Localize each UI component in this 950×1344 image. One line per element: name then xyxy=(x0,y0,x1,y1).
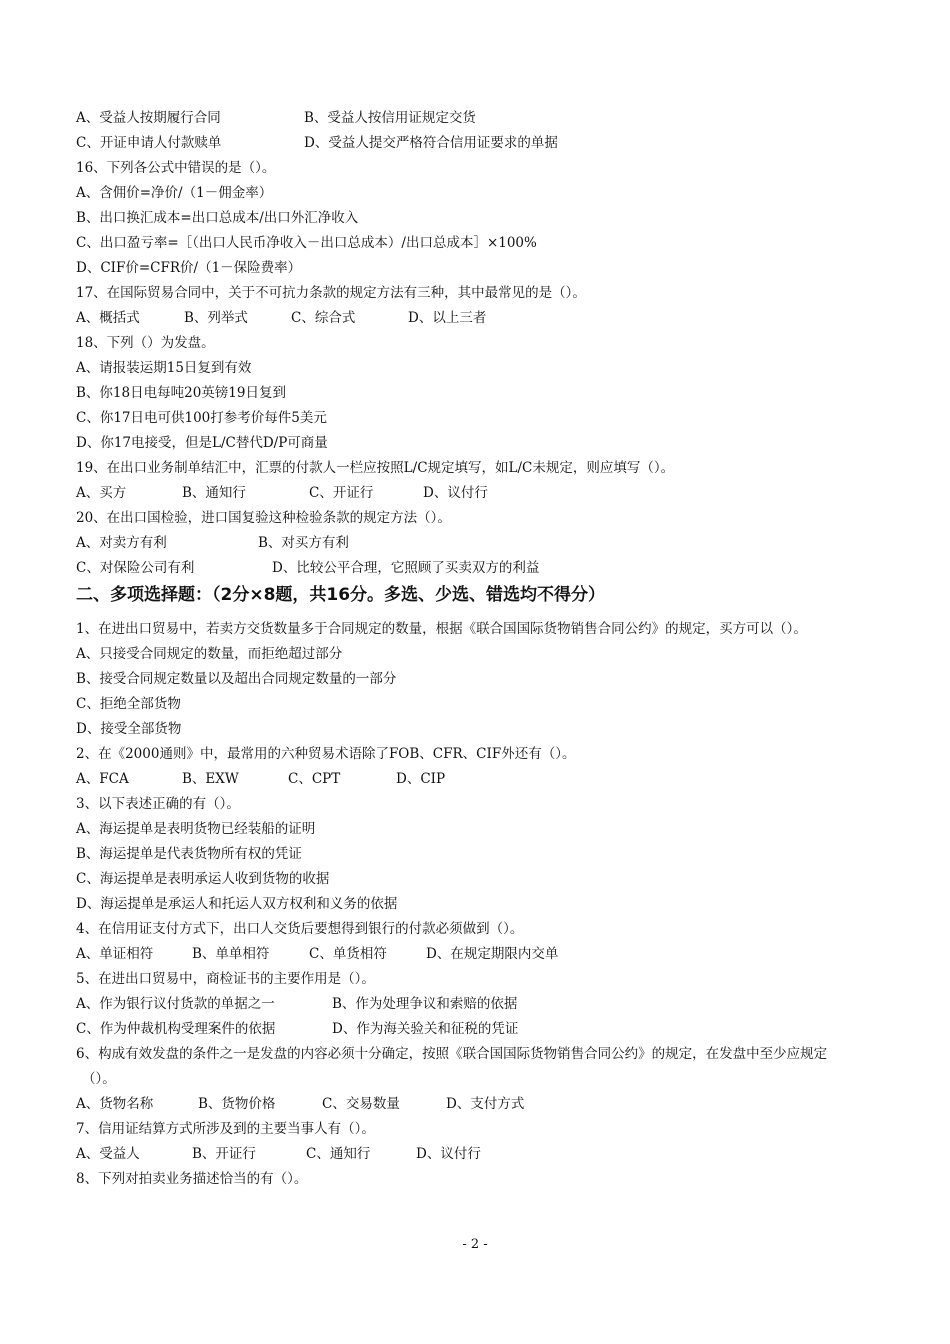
option-d: D、受益人提交严格符合信用证要求的单据 xyxy=(304,135,558,151)
option-a: A、对卖方有利 xyxy=(76,535,167,551)
option-b: B、对买方有利 xyxy=(258,535,349,551)
mc-q1-option-a: A、只接受合同规定的数量，而拒绝超过部分 xyxy=(76,646,343,662)
option-c: C、单货相符 xyxy=(309,946,387,962)
question-19-stem: 19、在出口业务制单结汇中，汇票的付款人一栏应按照L/C规定填写，如L/C未规定，则应填写（）。 xyxy=(76,460,675,476)
option-d: D、议付行 xyxy=(423,485,488,501)
option-c: C、综合式 xyxy=(291,310,356,326)
option-d: D、CIP xyxy=(396,771,446,787)
q18-option-d: D、你17电接受，但是L/C替代D/P可商量 xyxy=(76,435,328,451)
question-16-stem: 16、下列各公式中错误的是（）。 xyxy=(76,160,276,176)
mc-q3-option-a: A、海运提单是表明货物已经装船的证明 xyxy=(76,821,316,837)
option-a: A、单证相符 xyxy=(76,946,154,962)
option-a: A、受益人 xyxy=(76,1146,140,1162)
option-d: D、作为海关验关和征税的凭证 xyxy=(332,1021,519,1037)
option-d: D、支付方式 xyxy=(446,1096,525,1112)
option-b: B、作为处理争议和索赔的依据 xyxy=(332,996,518,1012)
option-c: C、CPT xyxy=(288,771,341,787)
q16-option-c: C、出口盈亏率=［（出口人民币净收入－出口总成本）/出口总成本］×100% xyxy=(76,235,537,251)
option-a: A、买方 xyxy=(76,485,127,501)
q18-option-c: C、你17日电可供100打参考价每件5美元 xyxy=(76,410,327,426)
option-c: C、作为仲裁机构受理案件的依据 xyxy=(76,1021,276,1037)
mc-question-6-stem: 6、构成有效发盘的条件之一是发盘的内容必须十分确定，按照《联合国国际货物销售合同公约》的规定，在发盘中至少应规定 xyxy=(76,1046,828,1062)
option-a: A、FCA xyxy=(76,771,129,787)
option-c: C、开证行 xyxy=(309,485,374,501)
q18-option-b: B、你18日电每吨20英镑19日复到 xyxy=(76,385,286,401)
q16-option-d: D、CIF价=CFR价/（1－保险费率） xyxy=(76,260,302,276)
q18-option-a: A、请报装运期15日复到有效 xyxy=(76,360,252,376)
section-heading-multiple-choice: 二、多项选择题：（2分×8题，共16分。多选、少选、错选均不得分） xyxy=(76,585,606,605)
question-18-stem: 18、下列（）为发盘。 xyxy=(76,335,215,351)
mc-question-5-stem: 5、在进出口贸易中，商检证书的主要作用是（）。 xyxy=(76,971,375,987)
option-d: D、以上三者 xyxy=(408,310,487,326)
option-b: B、列举式 xyxy=(184,310,248,326)
option-a: A、作为银行议付货款的单据之一 xyxy=(76,996,275,1012)
page-number: - 2 - xyxy=(462,1237,488,1252)
question-17-stem: 17、在国际贸易合同中，关于不可抗力条款的规定方法有三种，其中最常见的是（）。 xyxy=(76,285,586,301)
mc-q3-option-b: B、海运提单是代表货物所有权的凭证 xyxy=(76,846,302,862)
option-b: B、通知行 xyxy=(182,485,246,501)
question-20-stem: 20、在出口国检验，进口国复验这种检验条款的规定方法（）。 xyxy=(76,510,451,526)
mc-q1-option-d: D、接受全部货物 xyxy=(76,721,182,737)
q16-option-a: A、含佣价=净价/（1－佣金率） xyxy=(76,185,273,201)
mc-question-6-stem-continued: （）。 xyxy=(82,1071,116,1087)
option-b: B、货物价格 xyxy=(198,1096,276,1112)
option-a: A、货物名称 xyxy=(76,1096,154,1112)
mc-question-4-stem: 4、在信用证支付方式下，出口人交货后要想得到银行的付款必须做到（）。 xyxy=(76,921,524,937)
mc-question-1-stem: 1、在进出口贸易中，若卖方交货数量多于合同规定的数量，根据《联合国国际货物销售合同公约》的规定，买方可以（）。 xyxy=(76,621,807,637)
option-d: D、比较公平合理，它照顾了买卖双方的利益 xyxy=(272,560,540,576)
option-a: A、概括式 xyxy=(76,310,140,326)
option-d: D、在规定期限内交单 xyxy=(426,946,559,962)
mc-q1-option-c: C、拒绝全部货物 xyxy=(76,696,181,712)
mc-q3-option-c: C、海运提单是表明承运人收到货物的收据 xyxy=(76,871,330,887)
mc-question-8-stem: 8、下列对拍卖业务描述恰当的有（）。 xyxy=(76,1171,308,1187)
option-c: C、对保险公司有利 xyxy=(76,560,195,576)
option-a: A、受益人按期履行合同 xyxy=(76,110,221,126)
option-c: C、交易数量 xyxy=(322,1096,400,1112)
option-b: B、单单相符 xyxy=(192,946,270,962)
mc-q1-option-b: B、接受合同规定数量以及超出合同规定数量的一部分 xyxy=(76,671,397,687)
q16-option-b: B、出口换汇成本=出口总成本/出口外汇净收入 xyxy=(76,210,359,226)
option-d: D、议付行 xyxy=(416,1146,481,1162)
option-b: B、EXW xyxy=(182,771,239,787)
mc-question-7-stem: 7、信用证结算方式所涉及到的主要当事人有（）。 xyxy=(76,1121,375,1137)
option-b: B、受益人按信用证规定交货 xyxy=(304,110,476,126)
mc-q3-option-d: D、海运提单是承运人和托运人双方权利和义务的依据 xyxy=(76,896,398,912)
mc-question-3-stem: 3、以下表述正确的有（）。 xyxy=(76,796,240,812)
option-b: B、开证行 xyxy=(192,1146,256,1162)
option-c: C、通知行 xyxy=(306,1146,371,1162)
option-c: C、开证申请人付款赎单 xyxy=(76,135,222,151)
mc-question-2-stem: 2、在《2000通则》中，最常用的六种贸易术语除了FOB、CFR、CIF外还有（）。 xyxy=(76,746,576,762)
